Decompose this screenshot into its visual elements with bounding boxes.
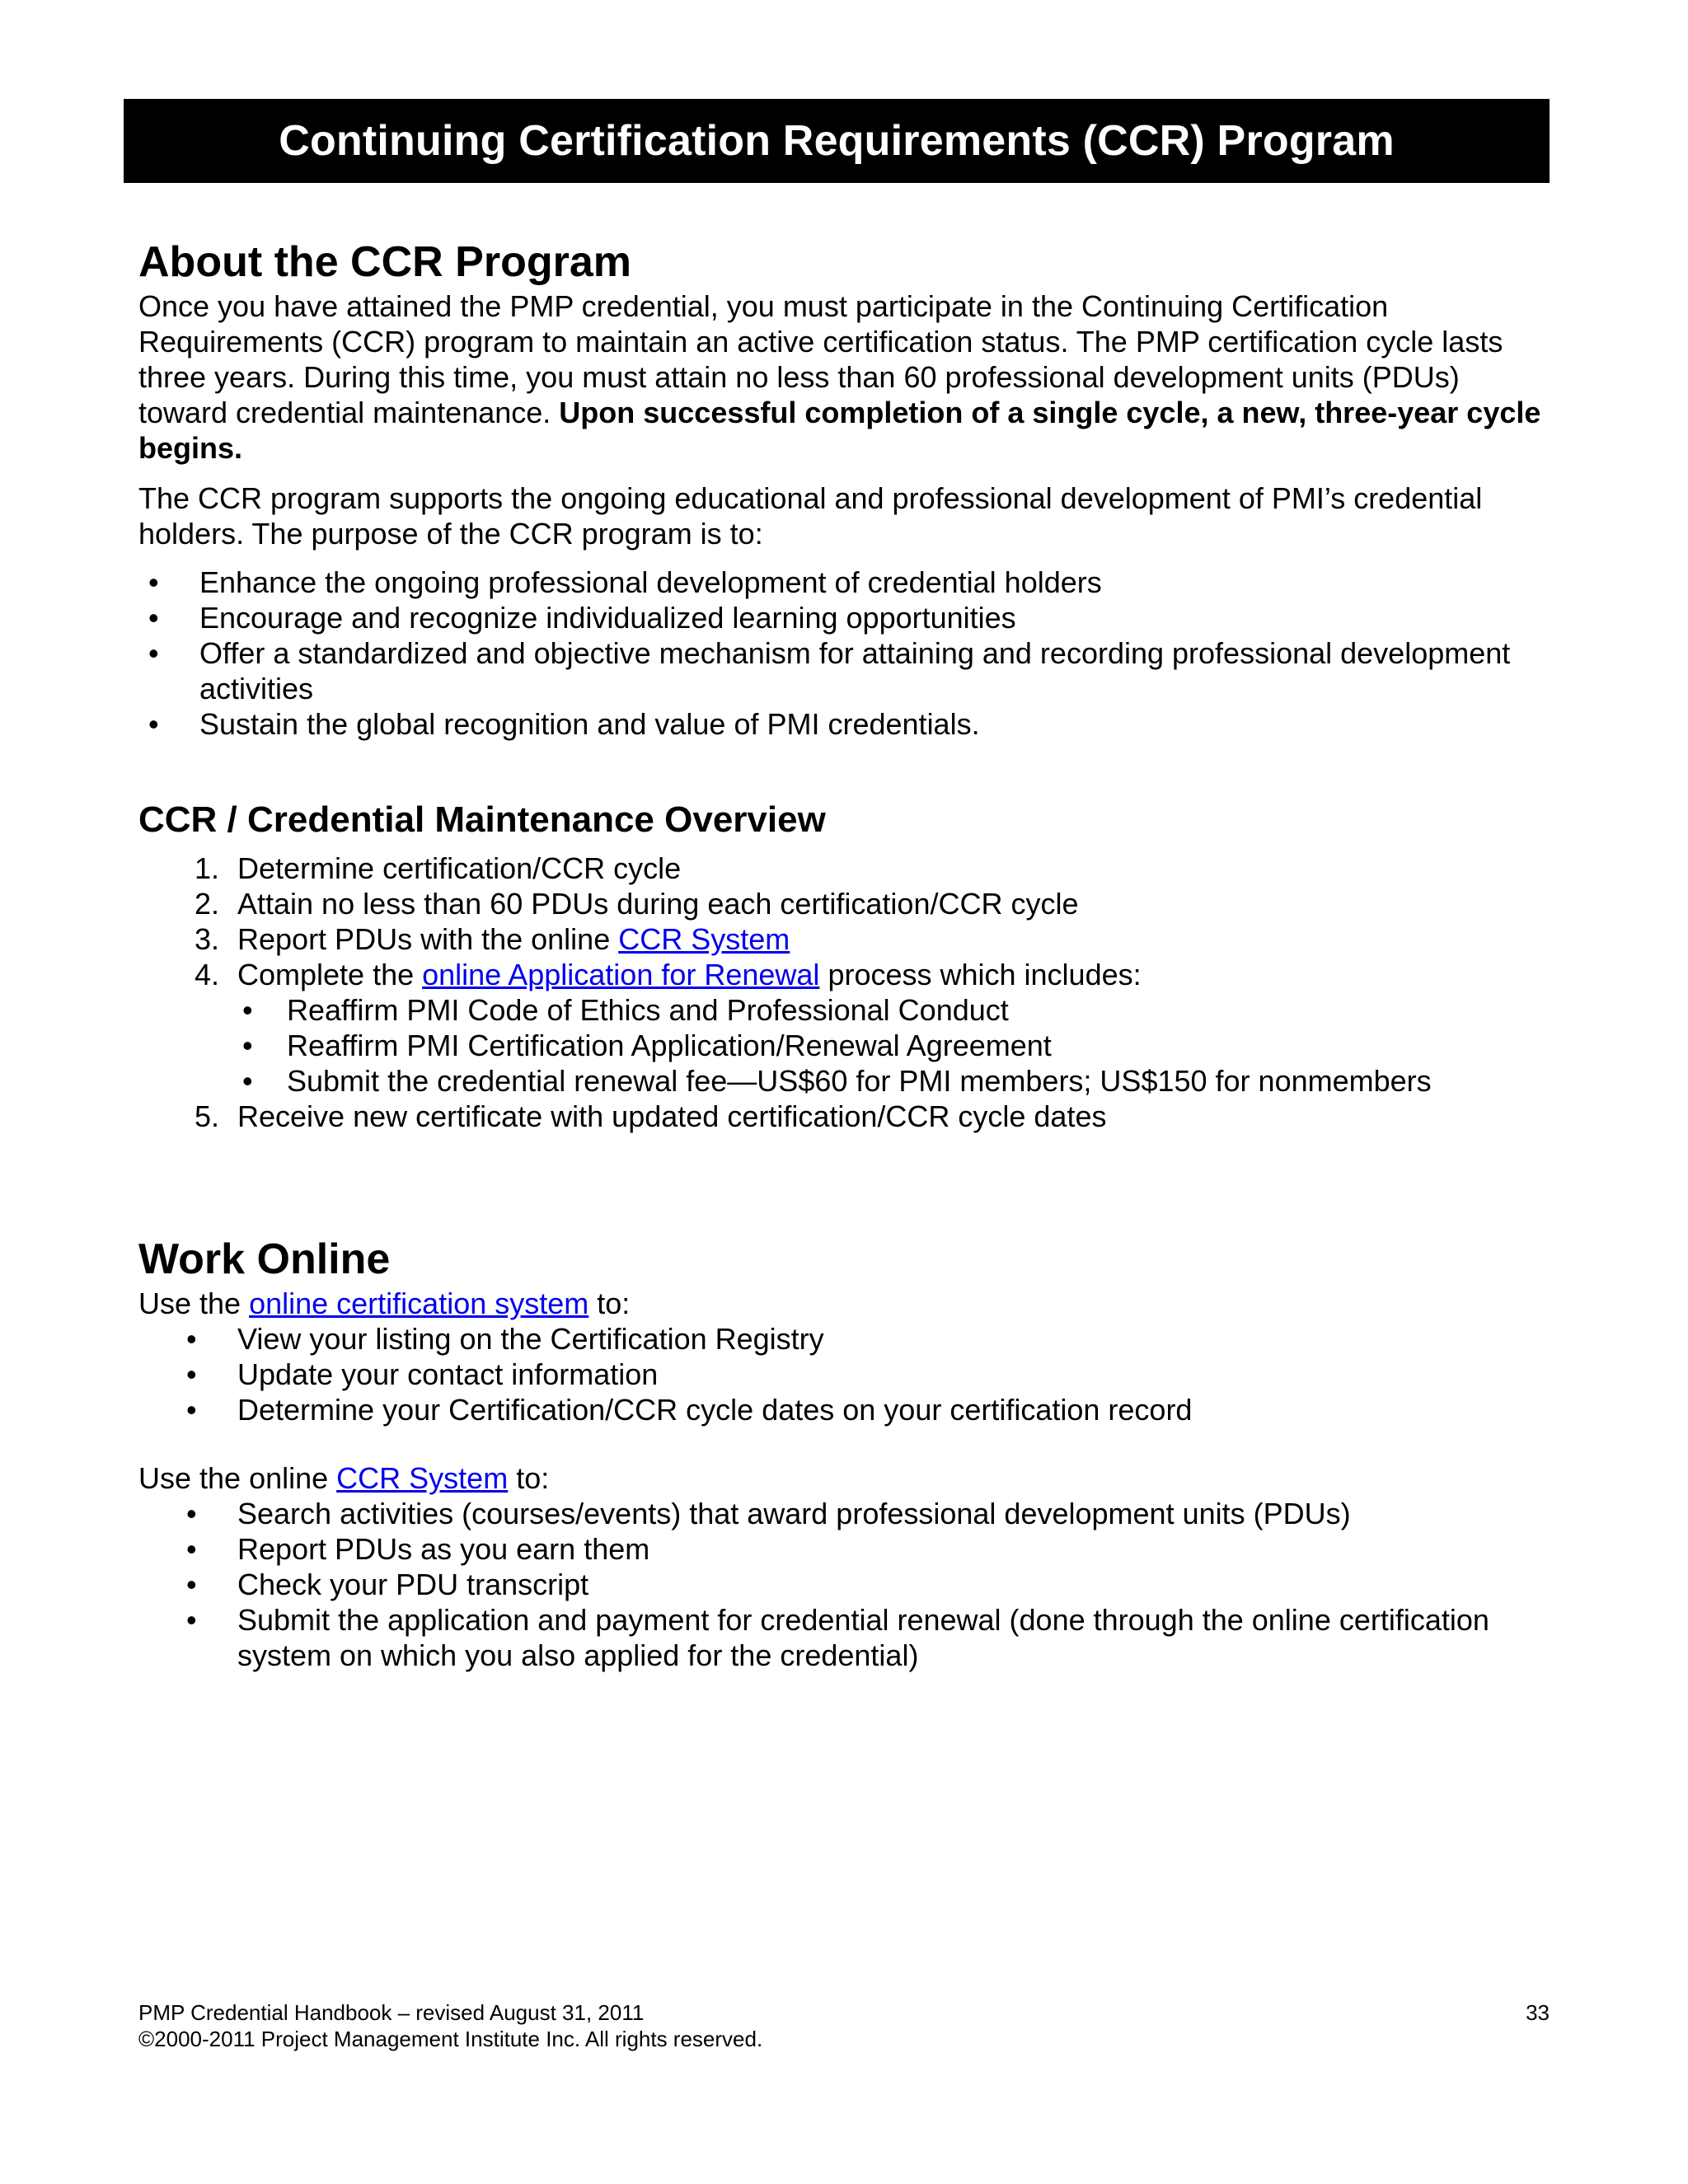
ccr-system-link[interactable]: CCR System [618,922,790,956]
step-number: 2. [194,887,219,921]
step-number: 3. [194,922,219,956]
step-item [194,851,1556,886]
page-footer [138,1999,1550,2052]
work-online-intro-2 [138,1460,1556,1496]
step-text: Report PDUs with the online [237,922,619,956]
list-item: • View your listing on the Certification Registry [237,1321,1556,1357]
intro-text: Use the online [138,1461,337,1495]
step-item [194,957,1556,1099]
ccr-system-link-2[interactable]: CCR System [336,1461,509,1495]
list-item: • Determine your Certification/CCR cycle dates on your certification record [237,1392,1556,1427]
renewal-application-link[interactable]: online Application for Renewal [422,958,820,991]
list-item: • Submit the application and payment for credential renewal (done through the online certification system on which you also applied for the credential) [237,1602,1556,1673]
step-item [194,886,1556,921]
overview-steps [138,851,1556,1134]
footer-copyright: ©2000-2011 Project Management Institute Inc. All rights reserved. [138,2027,763,2051]
about-paragraph-1-text: Once you have attained the PMP credential, you must participate in the Continuing Certification Requirements (CCR) program to maintain an active certification status. The PMP certification cycle lasts three years. During this time, you must attain no less than 60 professional development units (PDUs) toward credential maintenance. [138,289,1503,429]
step-item [194,1099,1556,1134]
purpose-list [138,565,1556,742]
intro-text-suffix: to: [588,1286,631,1320]
renewal-substeps [237,992,1556,1099]
about-paragraph-1 [138,288,1556,466]
step-item [194,921,1556,957]
list-item: • Encourage and recognize individualized learning opportunities [199,600,1556,635]
list-item: • Reaffirm PMI Code of Ethics and Professional Conduct [287,992,1556,1028]
page-title: Continuing Certification Requirements (CCR) Program [279,117,1395,165]
ccr-system-list [138,1496,1556,1673]
about-heading: About the CCR Program [138,238,631,286]
list-item: • Sustain the global recognition and value of PMI credentials. [199,706,1556,742]
list-item: • Check your PDU transcript [237,1567,1556,1602]
list-item: • Enhance the ongoing professional development of credential holders [199,565,1556,600]
step-number: 5. [194,1099,219,1133]
step-text: Attain no less than 60 PDUs during each certification/CCR cycle [237,887,1079,921]
online-certification-system-link[interactable]: online certification system [249,1286,589,1320]
list-item: • Search activities (courses/events) that award professional development units (PDUs) [237,1496,1556,1531]
step-text: Determine certification/CCR cycle [237,851,682,885]
list-item: • Report PDUs as you earn them [237,1531,1556,1567]
intro-text: Use the [138,1286,250,1320]
about-paragraph-2: The CCR program supports the ongoing educational and professional development of PMI’s credential holders. The purpose of the CCR program is to: [138,481,1483,551]
list-item: • Offer a standardized and objective mechanism for attaining and recording professional development activities [199,635,1556,706]
page-content [138,236,1556,1673]
page-number: 33 [1526,2000,1550,2025]
about-paragraph-1-bold: Upon successful completion of a single cycle, a new, three-year cycle begins. [138,396,1541,465]
certification-system-list [138,1321,1556,1427]
intro-text-suffix: to: [508,1461,550,1495]
title-banner [124,99,1550,183]
step-text-suffix: process which includes: [819,958,1142,991]
footer-revision: PMP Credential Handbook – revised August 31, 2011 [138,2000,645,2025]
work-online-heading: Work Online [138,1235,391,1283]
step-text: Receive new certificate with updated certification/CCR cycle dates [237,1099,1107,1133]
step-text: Complete the [237,958,423,991]
step-number: 4. [194,958,219,991]
list-item: • Reaffirm PMI Certification Application/Renewal Agreement [287,1028,1556,1063]
step-number: 1. [194,851,219,885]
list-item: • Update your contact information [237,1357,1556,1392]
list-item: • Submit the credential renewal fee—US$60 for PMI members; US$150 for nonmembers [287,1063,1556,1099]
work-online-intro-1 [138,1286,1556,1321]
overview-heading: CCR / Credential Maintenance Overview [138,799,826,840]
